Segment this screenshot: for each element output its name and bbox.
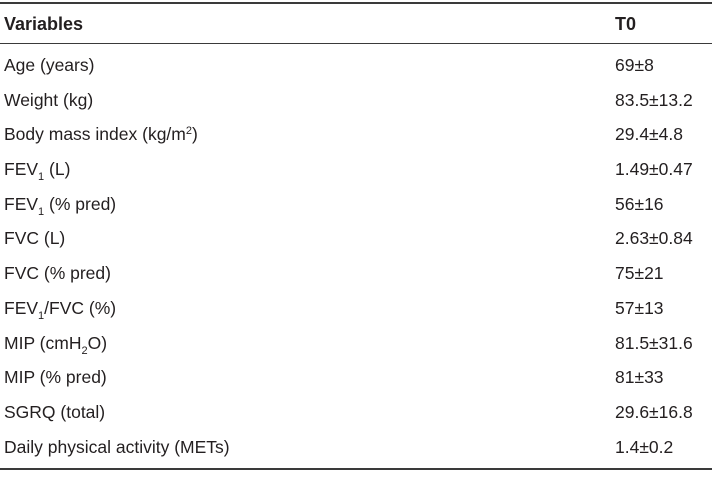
row-label (4, 401, 105, 423)
header-row (0, 4, 712, 43)
row-value: 81.5±31.6 (615, 332, 693, 353)
row-value: 29.4±4.8 (615, 124, 683, 145)
row-value: 1.4±0.2 (615, 436, 674, 457)
row-label (4, 297, 117, 322)
row-label-text: FEV (4, 297, 39, 318)
row-label (4, 262, 111, 284)
row-value: 1.49±0.47 (615, 159, 693, 180)
table-row (0, 152, 712, 187)
table-row (0, 326, 712, 361)
table-row (0, 291, 712, 326)
row-value: 57±13 (615, 297, 664, 318)
table-row (0, 48, 712, 83)
table-row (0, 256, 712, 291)
row-value: 56±16 (615, 193, 664, 214)
header-t0: T0 (615, 14, 637, 34)
row-label-subscript: 2 (81, 344, 88, 357)
table-row (0, 187, 712, 222)
row-value: 83.5±13.2 (615, 89, 693, 110)
table-row (0, 83, 712, 118)
row-label-text: FEV (4, 159, 39, 180)
row-value: 29.6±16.8 (615, 401, 693, 422)
table-row (0, 430, 712, 465)
row-value: 69±8 (615, 55, 654, 75)
table-row (0, 221, 712, 256)
header-rule (0, 43, 712, 44)
row-label-text-end: (L) (44, 159, 71, 180)
row-value: 75±21 (615, 263, 664, 284)
row-label-subscript: 1 (38, 309, 45, 322)
row-label-text: SGRQ (total) (4, 401, 106, 422)
row-label-subscript: 1 (38, 171, 45, 184)
row-label-text-end: ) (192, 124, 198, 145)
row-label (4, 89, 93, 111)
table-row (0, 360, 712, 395)
row-label (4, 123, 198, 145)
row-label: Age (years) (4, 55, 95, 75)
row-label-text: Weight (kg) (4, 89, 94, 110)
row-value: 2.63±0.84 (615, 228, 693, 249)
row-label-text: FEV (4, 193, 39, 214)
row-label (4, 193, 117, 218)
row-label-text: FVC (L) (4, 228, 66, 249)
table-body (0, 48, 712, 464)
table-row (0, 395, 712, 430)
row-label-text: Daily physical activity (METs) (4, 436, 230, 457)
row-label-text: Body mass index (kg/m (4, 124, 186, 145)
row-label-text-end: (% pred) (44, 193, 117, 214)
row-label-text: MIP (% pred) (4, 367, 107, 388)
row-label-text-end: /FVC (%) (44, 297, 117, 318)
table-row (0, 117, 712, 152)
row-label-text: MIP (cmH (4, 332, 82, 353)
row-label-text: FVC (% pred) (4, 263, 111, 284)
bottom-rule (0, 468, 712, 470)
row-label (4, 436, 230, 458)
row-label-text-end: O) (87, 332, 108, 353)
row-label (4, 332, 108, 357)
row-label (4, 227, 65, 249)
row-value: 81±33 (615, 367, 664, 388)
row-label-superscript: 2 (185, 125, 192, 138)
row-label (4, 158, 71, 184)
row-label-subscript: 1 (38, 205, 45, 218)
row-label (4, 366, 107, 388)
header-variables: Variables (4, 14, 84, 34)
